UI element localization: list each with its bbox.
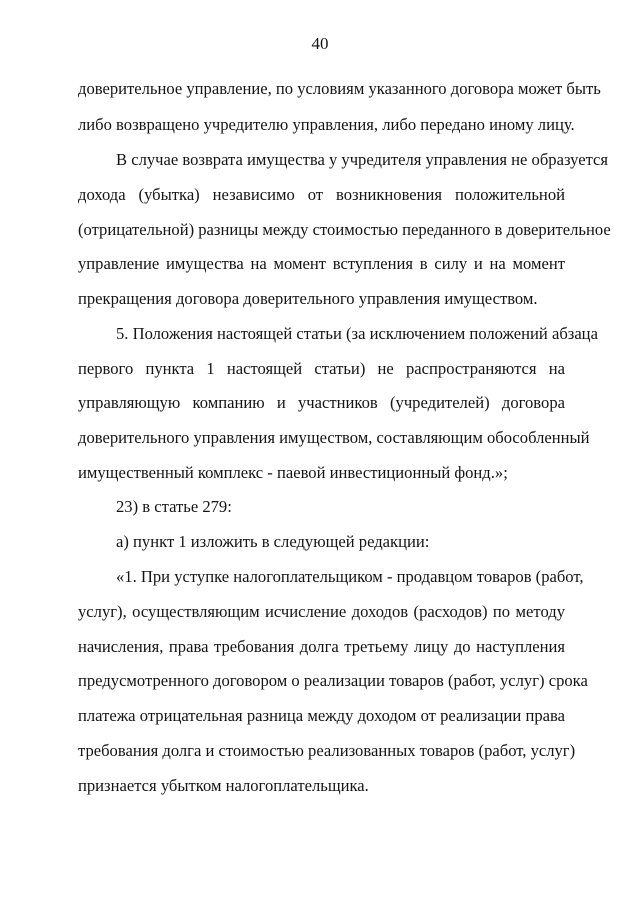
text-line: платежа отрицательная разница между доходом от реализации права bbox=[78, 706, 565, 725]
text-line: признается убытком налогоплательщика. bbox=[78, 776, 369, 795]
text-line: 23) в статье 279: bbox=[116, 497, 232, 516]
text-line: «1. При уступке налогоплательщиком - продавцом товаров (работ, bbox=[116, 567, 584, 586]
text-line: управление имущества на момент вступления в силу и на момент bbox=[78, 254, 565, 273]
text-line: доверительное управление, по условиям указанного договора может быть bbox=[78, 79, 601, 98]
text-line: имущественный комплекс - паевой инвестиционный фонд.»; bbox=[78, 463, 508, 482]
text-line: а) пункт 1 изложить в следующей редакции: bbox=[116, 532, 430, 551]
text-line: (отрицательной) разницы между стоимостью переданного в доверительное bbox=[78, 220, 611, 239]
text-line: либо возвращено учредителю управления, либо передано иному лицу. bbox=[78, 115, 575, 134]
text-line: услуг), осуществляющим исчисление доходов (расходов) по методу bbox=[78, 602, 565, 621]
text-line: В случае возврата имущества у учредителя управления не образуется bbox=[116, 150, 609, 169]
text-line: требования долга и стоимостью реализованных товаров (работ, услуг) bbox=[78, 741, 576, 760]
text-line: предусмотренного договором о реализации товаров (работ, услуг) срока bbox=[78, 671, 588, 690]
text-line: 5. Положения настоящей статьи (за исключением положений абзаца bbox=[116, 324, 598, 343]
text-line: управляющую компанию и участников (учредителей) договора bbox=[78, 393, 565, 412]
text-line: первого пункта 1 настоящей статьи) не распространяются на bbox=[78, 359, 565, 378]
text-line: начисления, права требования долга третьему лицу до наступления bbox=[78, 637, 565, 656]
text-line: доверительного управления имуществом, составляющим обособленный bbox=[78, 428, 590, 447]
page-number: 40 bbox=[311, 34, 329, 53]
text-line: прекращения договора доверительного управления имуществом. bbox=[78, 289, 538, 308]
text-line: дохода (убытка) независимо от возникновения положительной bbox=[78, 185, 565, 204]
